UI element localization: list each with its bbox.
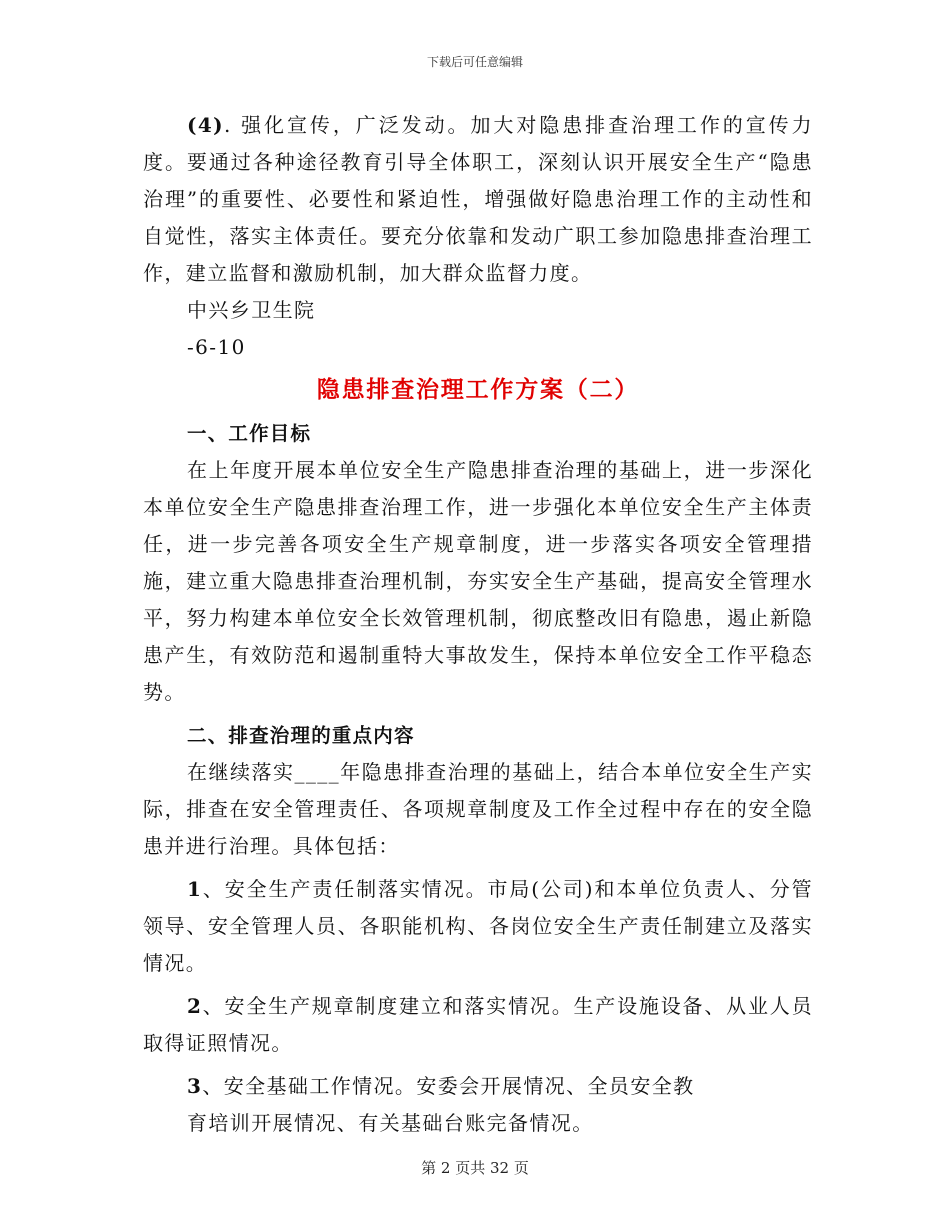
heading-key-content: 二、排查治理的重点内容 xyxy=(187,724,415,747)
document-body xyxy=(143,107,813,1142)
heading-work-goals: 一、工作目标 xyxy=(187,422,312,445)
list-item-text: 、安全基础工作情况。安委会开展情况、全员安全教 xyxy=(202,1074,695,1098)
list-item-responsibility xyxy=(143,871,813,982)
paragraph-number: (4) xyxy=(187,113,225,137)
list-item-number: 3 xyxy=(187,1074,203,1098)
list-item-number: 2 xyxy=(187,994,203,1018)
list-item-foundation-continued: 育培训开展情况、有关基础台账完备情况。 xyxy=(187,1111,594,1135)
organization-name: 中兴乡卫生院 xyxy=(187,298,316,322)
paragraph-publicity xyxy=(143,107,813,292)
list-item-text: 、安全生产规章制度建立和落实情况。生产设施设备、从业人员取得证照情况。 xyxy=(143,994,813,1055)
paragraph-work-goals: 在上年度开展本单位安全生产隐患排查治理的基础上，进一步深化本单位安全生产隐患排查治理工作，进一步强化本单位安全生产主体责任，进一步完善各项安全生产规章制度，进一步落实各项安全管理措施，建立重大隐患排查治理机制，夯实安全生产基础，提高安全管理水平，努力构建本单位安全长效管理机制，彻底整改旧有隐患，遏止新隐患产生，有效防范和遏制重特大事故发生，保持本单位安全工作平稳态势。 xyxy=(143,458,813,704)
paragraph-text: . 强化宣传，广泛发动。加大对隐患排查治理工作的宣传力度。要通过各种途径教育引导全体职工，深刻认识开展安全生产“隐患治理”的重要性、必要性和紧迫性，增强做好隐患治理工作的主动性和自觉性，落实主体责任。要充分依靠和发动广职工参加隐患排查治理工作，建立监督和激励机制，加大群众监督力度。 xyxy=(143,113,813,285)
list-item-number: 1 xyxy=(187,877,203,901)
list-item-regulations xyxy=(143,988,813,1062)
page-footer: 第 2 页共 32 页 xyxy=(421,1159,529,1177)
section-title: 隐患排查治理工作方案（二） xyxy=(316,377,640,403)
document-date: -6-10 xyxy=(187,335,246,359)
list-item-foundation xyxy=(143,1068,813,1105)
list-item-text: 、安全生产责任制落实情况。市局(公司)和本单位负责人、分管领导、安全管理人员、各职能机构、各岗位安全生产责任制建立及落实情况。 xyxy=(143,877,813,975)
paragraph-key-content: 在继续落实____年隐患排查治理的基础上，结合本单位安全生产实际，排查在安全管理责任、各项规章制度及工作全过程中存在的安全隐患并进行治理。具体包括： xyxy=(143,760,813,858)
page-header: 下载后可任意编辑 xyxy=(426,55,523,69)
